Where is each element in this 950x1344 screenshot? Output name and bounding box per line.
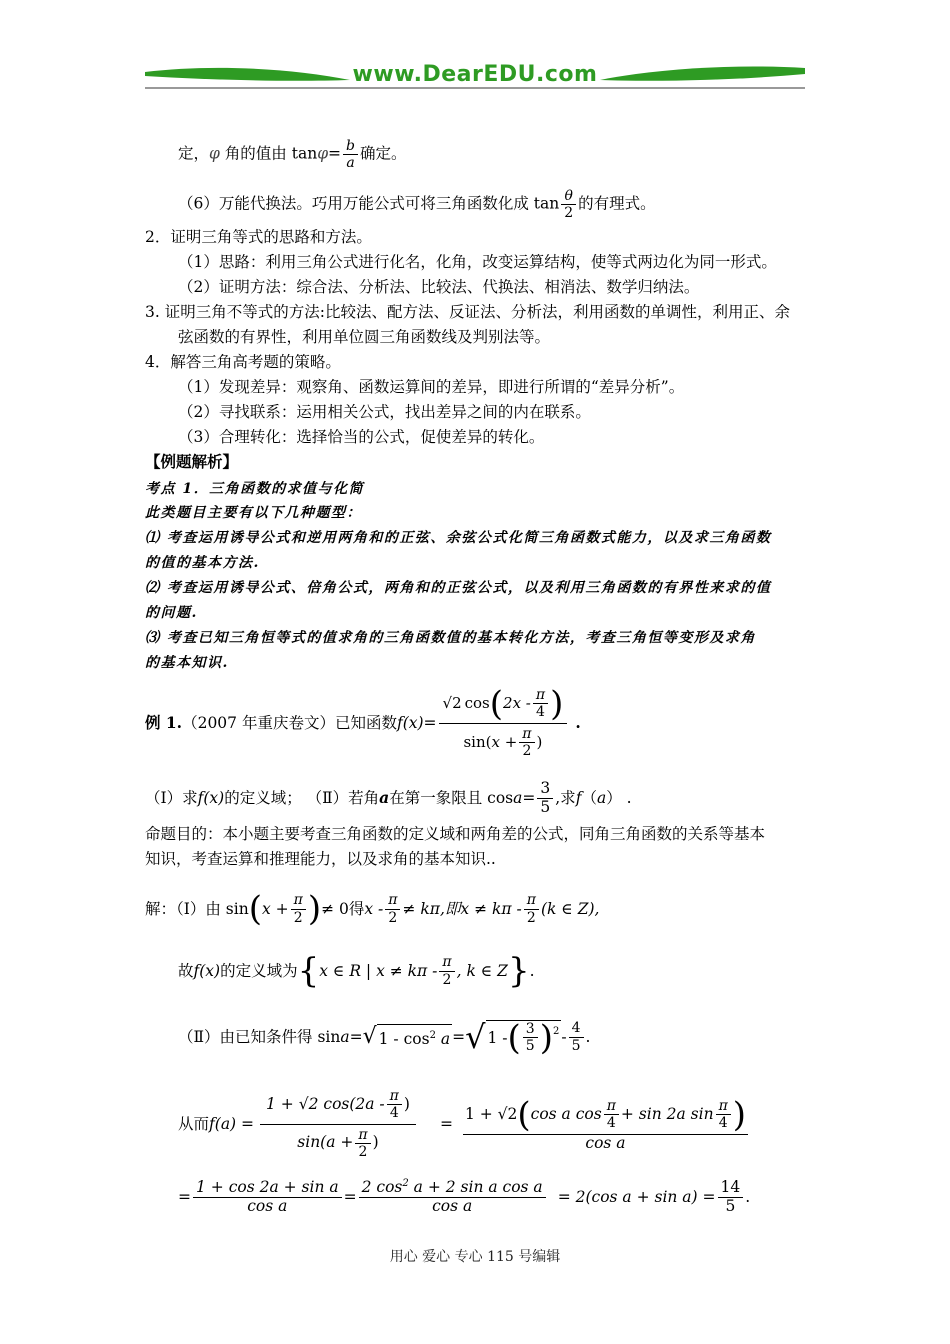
line-3-heading: 3. 证明三角不等式的方法:比较法、配方法、反证法、分析法，利用函数的单调性，利用正、余	[145, 303, 790, 321]
topic-item-3: ⑶ 考查已知三角恒等式的值求角的三角函数值的基本转化方法，考查三角恒等变形及求角	[145, 630, 756, 646]
example-1-questions: （Ⅰ）求 f(x) 的定义域； （Ⅱ）若角 a 在第一象限且 cos a = $\frac{3}{5}$ ,求 f （ a ） .	[145, 778, 632, 816]
aim-line-2: 知识，考查运算和推理能力，以及求角的基本知识..	[145, 850, 496, 868]
line-2-1: （1）思路：利用三角公式进行化名，化角，改变运算结构，使等式两边化为同一形式。	[178, 253, 777, 271]
frac-theta-over-2: $\frac{\theta}{2}$	[561, 188, 576, 221]
solution-result-1: 从而 f (a) = 1 + √2 cos(2a - $\frac{\pi}{4}$ ) sin(a + $\frac{\pi}{2}$ ) = 1 + √2 ( cos a cos $\frac{\pi}{4}$ + sin 2a sin $\frac{\pi}{4}$ ) cos a	[178, 1088, 747, 1160]
line-4-3: （3）合理转化：选择恰当的公式，促使差异的转化。	[178, 428, 545, 446]
page-footer: 用心 爱心 专心 115 号编辑	[389, 1249, 561, 1265]
header-banner	[140, 58, 810, 98]
aim-line-1: 命题目的：本小题主要考查三角函数的定义域和两角差的公式，同角三角函数的关系等基本	[145, 825, 766, 843]
solution-part-1: 解：（Ⅰ）由 sin ( x + $\frac{\pi}{2}$ ) ≠ 0得 x - $\frac{\pi}{2}$ ≠ kπ,即 x ≠ kπ - $\frac{\pi}{2}$ (k ∈ Z),	[145, 889, 600, 929]
line-phi-angle: 定，φ 角的值由 tanφ= $\frac{b}{a}$ 确定。	[178, 138, 407, 172]
topic-item-1: ⑴ 考查运用诱导公式和逆用两角和的正弦、余弦公式化简三角函数式能力，以及求三角函数	[145, 530, 772, 546]
solution-result-2: = $\frac{\text{1 + cos 2a + sin a}}{\text{cos a}}$ = $\frac{2 \cos^2 a + 2 \sin a \cos a}{\text{cos a}}$ = 2(cos a + sin a) = $\frac{14}{5}$ .	[178, 1177, 751, 1216]
line-4-heading: 4．解答三角高考题的策略。	[145, 353, 341, 371]
header-logo: www.DearEDU.com	[352, 62, 598, 87]
line-3-cont: 弦函数的有界性，利用单位圆三角函数线及判别法等。	[178, 328, 551, 346]
topic-item-2-cont: 的问题.	[145, 605, 198, 621]
topic-item-3-cont: 的基本知识.	[145, 655, 229, 671]
section-heading-examples: 【例题解析】	[145, 452, 239, 471]
line-4-1: （1）发现差异：观察角、函数运算间的差异，即进行所谓的“差异分析”。	[178, 378, 685, 396]
topic-item-2: ⑵ 考查运用诱导公式、倍角公式，两角和的正弦公式，以及利用三角函数的有界性来求的值	[145, 580, 772, 596]
topic-item-1-cont: 的值的基本方法.	[145, 555, 260, 571]
solution-domain: 故 f(x) 的定义域为 { x ∈ R | x ≠ kπ - $\frac{\pi}{2}$ , k ∈ Z } .	[178, 951, 535, 991]
frac-b-over-a: $\frac{b}{a}$	[343, 138, 358, 171]
line-4-2: （2）寻找联系：运用相关公式，找出差异之间的内在联系。	[178, 403, 591, 421]
example-1: 例 1. （2007 年重庆卷文）已知函数 f(x)= √2 cos ( 2x - $\frac{\pi}{4}$ ) sin( x + $\frac{\pi}{2}$ ) .	[145, 678, 581, 768]
topic-1-heading: 考点 1．三角函数的求值与化简	[145, 481, 365, 497]
example-1-function-fraction: √2 cos ( 2x - $\frac{\pi}{4}$ ) sin( x + $\frac{\pi}{2}$ )	[439, 685, 568, 761]
topic-1-intro: 此类题目主要有以下几种题型：	[145, 505, 362, 521]
solution-part-2: （Ⅱ）由已知条件得 sin a = √ $1 - \cos^2 a$ = √ 1 - ( $\frac{3}{5}$ ) $^2$ - $\frac{4}{5}$ .	[178, 1017, 591, 1058]
line-universal-substitution: （6）万能代换法。巧用万能公式可将三角函数化成 tan $\frac{\theta}{2}$ 的有理式。	[178, 188, 656, 222]
line-2-heading: 2．证明三角等式的思路和方法。	[145, 228, 372, 246]
line-2-2: （2）证明方法：综合法、分析法、比较法、代换法、相消法、数学归纳法。	[178, 278, 700, 296]
